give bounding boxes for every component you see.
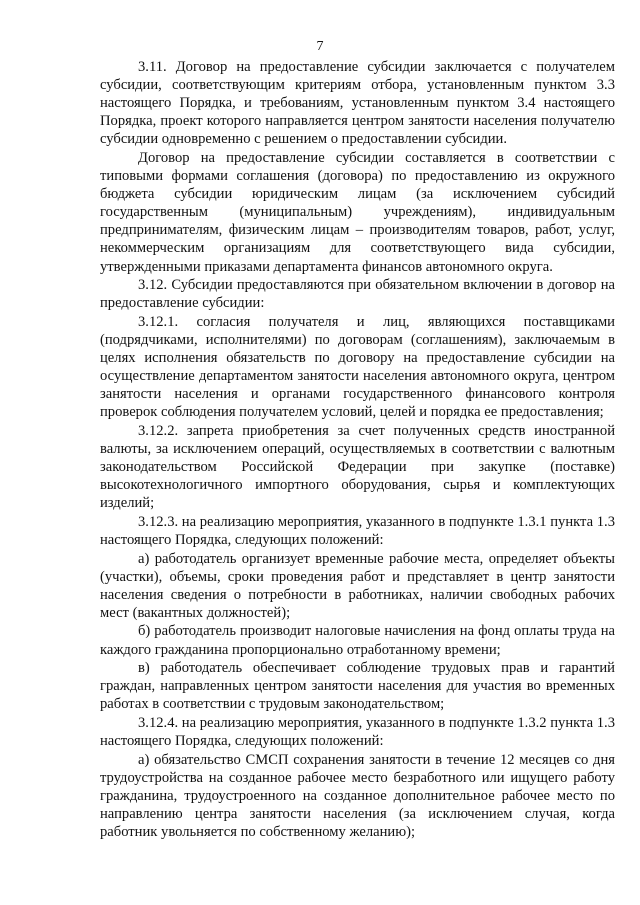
paragraph-3-12: 3.12. Субсидии предоставляются при обязательном включении в договор на предоставление субсидии: [100,277,615,312]
paragraph-3-12-3: 3.12.3. на реализацию мероприятия, указанного в подпункте 1.3.1 пункта 1.3 настоящего Порядка, следующих положений: [100,513,615,548]
paragraph-3-12-3-v: в) работодатель обеспечивает соблюдение трудовых прав и гарантий граждан, направленных центром занятости населения для участия во временных работах в соответствии с трудовым законодательством; [100,660,615,713]
paragraph-3-12-2: 3.12.2. запрета приобретения за счет полученных средств иностранной валюты, за исключением операций, осуществляемых в соответствии с валютным законодательством Российской Федерации при закупке (поставке) высокотехнологичного импортного оборудования, сырья и комплектующих изделий; [100,422,615,512]
paragraph-contract-forms: Договор на предоставление субсидии составляется в соответствии с типовыми формами соглашения (договора) по предоставлению из окружного бюджета субсидии юридическим лицам (за исключением субсидий государственным (муниципальным) учреждениям), индивидуальным предпринимателям, физическим лицам – производителям товаров, работ, услуг, некоммерческим организациям для соответствующего вида субсидии, утвержденными приказами департамента финансов автономного округа. [100,149,615,275]
document-body [100,58,615,842]
paragraph-3-12-3-b: б) работодатель производит налоговые начисления на фонд оплаты труда на каждого гражданина пропорционально отработанному времени; [100,623,615,658]
paragraph-3-12-4: 3.12.4. на реализацию мероприятия, указанного в подпункте 1.3.2 пункта 1.3 настоящего Порядка, следующих положений: [100,714,615,749]
paragraph-3-12-4-a: а) обязательство СМСП сохранения занятости в течение 12 месяцев со дня трудоустройства на созданное рабочее место безработного или ищущего работу гражданина, трудоустроенного на созданное дополнительное рабочее место по направлению центра занятости населения (за исключением случая, когда работник увольняется по собственному желанию); [100,751,615,840]
page-number: 7 [316,39,324,54]
paragraph-3-12-3-a: а) работодатель организует временные рабочие места, определяет объекты (участки), объемы, сроки проведения работ и представляет в центр занятости населения сведения о потребности в работниках, наличии свободных рабочих мест (вакантных должностей); [100,550,615,621]
paragraph-3-12-1: 3.12.1. согласия получателя и лиц, являющихся поставщиками (подрядчиками, исполнителями) по договорам (соглашениям), заключаемым в целях исполнения обязательств по договору на предоставление субсидии на осуществление департаментом занятости населения автономного округа, центром занятости населения и органами государственного финансового контроля проверок соблюдения получателем условий, целей и порядка ее предоставления; [100,313,615,421]
paragraph-3-11: 3.11. Договор на предоставление субсидии заключается с получателем субсидии, соответствующим критериям отбора, установленным пунктом 3.3 настоящего Порядка, и требованиям, установленным пунктом 3.4 настоящего Порядка, проект которого направляется центром занятости населения получателю субсидии одновременно с решением о предоставлении субсидии. [100,59,615,148]
